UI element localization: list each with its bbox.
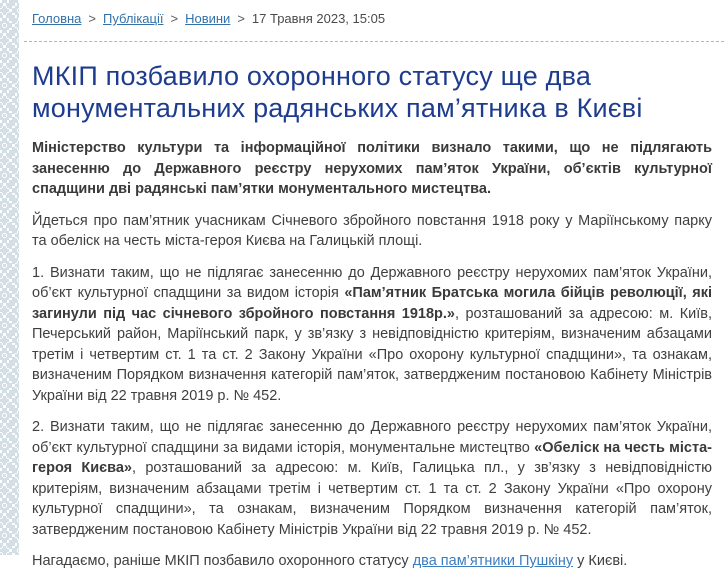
- news-article: [24, 60, 724, 572]
- article-paragraph-subject: Йдеться про пам’ятник учасникам Січневого збройного повстання 1918 року у Маріїнському парку та обеліск на честь міста-героя Києва на Галицькій площі.: [32, 211, 712, 252]
- publication-date: 17 Травня 2023, 15:05: [252, 11, 385, 26]
- paragraph-text: у Києві.: [573, 553, 627, 569]
- paragraph-text: Нагадаємо, раніше МКІП позбавило охоронного статусу: [32, 553, 413, 569]
- breadcrumb-link-news[interactable]: Новини: [185, 11, 230, 26]
- paragraph-text: , розташований за адресою: м. Київ, Печерський район, Маріїнський парк, у зв’язку з невідповідністю критеріям, визначеним абзацами третім і четвертим ст. 1 та ст. 2 Закону України «Про охорону культурної спадщини», та ознакам, визначеним Порядком визначення категорій пам’яток, затвердженим постановою Кабінету Міністрів України від 22 травня 2019 р. № 452.: [32, 306, 712, 404]
- left-dotted-border: [0, 0, 19, 555]
- pushkin-monuments-link[interactable]: два пам’ятники Пушкіну: [413, 553, 573, 569]
- page-content: [24, 0, 724, 572]
- breadcrumb-separator: >: [88, 11, 96, 26]
- paragraph-text: , розташований за адресою: м. Київ, Галицька пл., у зв’язку з невідповідністю критеріям, визначеним абзацами третім і четвертим ст. 1 та ст. 2 Закону України «Про охорону культурної спадщини», та ознакам, визначеним Порядком визначення категорій пам’яток, затвердженим постановою Кабінету Міністрів України від 22 травня 2019 р. № 452.: [32, 460, 712, 538]
- article-paragraph-footer: [32, 551, 712, 572]
- dashed-divider: [24, 41, 724, 42]
- breadcrumb-link-publications[interactable]: Публікації: [103, 11, 163, 26]
- article-paragraph-item-1: [32, 263, 712, 407]
- paragraph-text: 2. Визнати таким, що не підлягає занесенню до Державного реєстру нерухомих пам’яток України, об’єкт культурної спадщини за видами історія, монументальне мистецтво: [32, 419, 712, 456]
- monument-name-bold: «Обеліск на честь міста-героя Києва»: [32, 440, 712, 477]
- monument-name-bold: «Пам’ятник Братська могила бійців революції, які загинули під час січневого збройного повстання 1918р.»: [32, 285, 712, 322]
- article-title: МКІП позбавило охоронного статусу ще два монументальних радянських пам’ятника в Києві: [32, 60, 712, 124]
- breadcrumb-separator: >: [237, 11, 245, 26]
- article-paragraph-item-2: [32, 417, 712, 540]
- breadcrumb: [24, 0, 724, 26]
- breadcrumb-link-home[interactable]: Головна: [32, 11, 81, 26]
- paragraph-text: 1. Визнати таким, що не підлягає занесенню до Державного реєстру нерухомих пам’яток України, об’єкт культурної спадщини за видом історія: [32, 265, 712, 302]
- article-lead-paragraph: Міністерство культури та інформаційної політики визнало такими, що не підлягають занесенню до Державного реєстру нерухомих пам’яток України, об’єктів культурної спадщини дві радянські пам’ятки монументального мистецтва.: [32, 138, 712, 200]
- breadcrumb-separator: >: [170, 11, 178, 26]
